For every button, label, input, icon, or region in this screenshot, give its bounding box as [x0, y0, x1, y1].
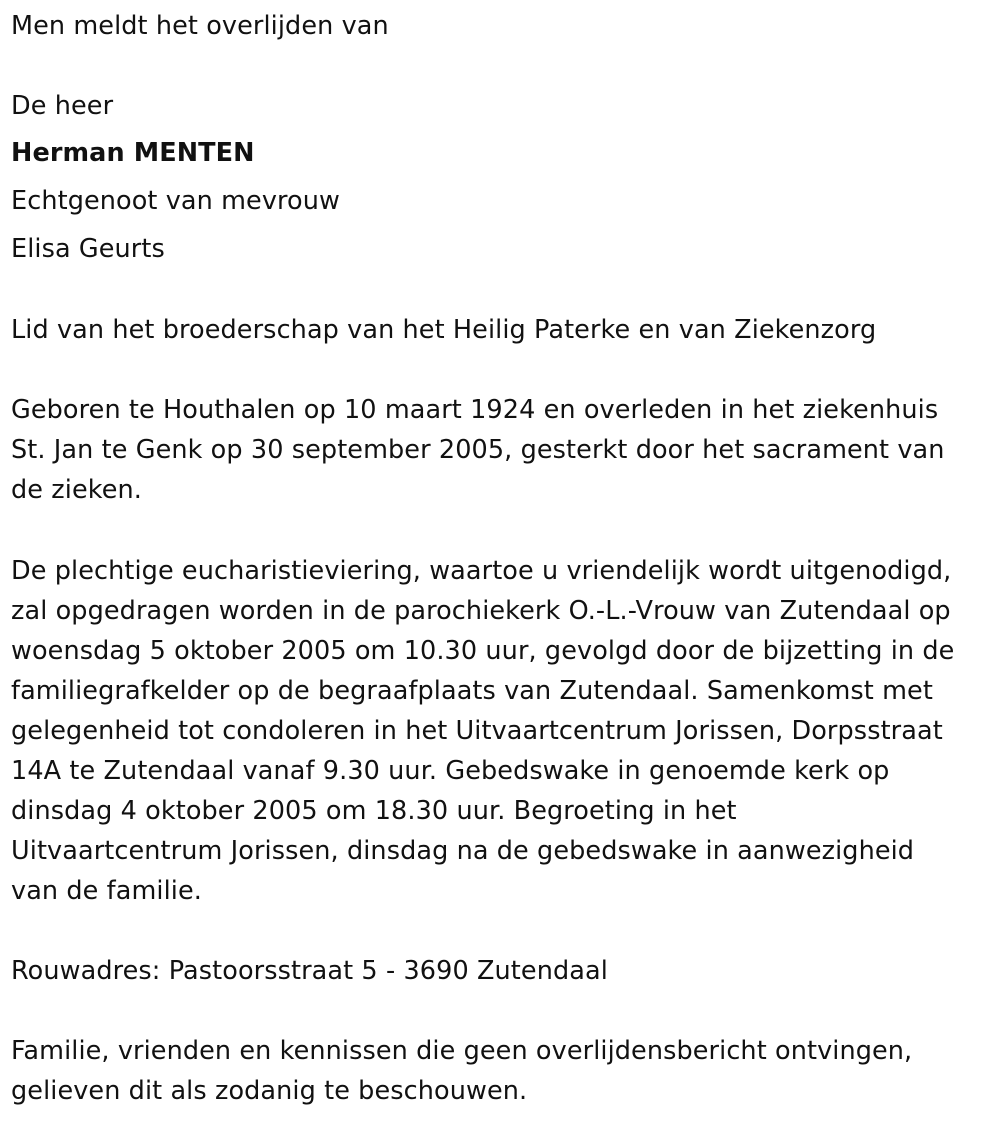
birth-death-line: Geboren te Houthalen op 10 maart 1924 en overleden in het ziekenhuis	[11, 395, 939, 425]
ceremony-line: gelegenheid tot condoleren in het Uitvaartcentrum Jorissen, Dorpsstraat	[11, 716, 943, 746]
spouse-line: Echtgenoot van mevrouw	[11, 186, 340, 216]
intro-text: Men meldt het overlijden van	[11, 11, 389, 41]
ceremony-line: van de familie.	[11, 876, 202, 906]
ceremony-line: dinsdag 4 oktober 2005 om 18.30 uur. Begroeting in het	[11, 796, 737, 826]
mourning-address: Rouwadres: Pastoorsstraat 5 - 3690 Zutendaal	[11, 956, 608, 986]
birth-death-line: St. Jan te Genk op 30 september 2005, gesterkt door het sacrament van	[11, 435, 945, 465]
ceremony-line: familiegrafkelder op de begraafplaats van Zutendaal. Samenkomst met	[11, 676, 933, 706]
ceremony-line: De plechtige eucharistieviering, waartoe u vriendelijk wordt uitgenodigd,	[11, 556, 952, 586]
deceased-name: Herman MENTEN	[11, 138, 255, 168]
honorific: De heer	[11, 91, 114, 121]
membership-text: Lid van het broederschap van het Heilig Paterke en van Ziekenzorg	[11, 315, 877, 345]
closing-line: Familie, vrienden en kennissen die geen overlijdensbericht ontvingen,	[11, 1036, 913, 1066]
ceremony-line: zal opgedragen worden in de parochiekerk O.-L.-Vrouw van Zutendaal op	[11, 596, 951, 626]
closing-line: gelieven dit als zodanig te beschouwen.	[11, 1076, 528, 1106]
ceremony-line: Uitvaartcentrum Jorissen, dinsdag na de gebedswake in aanwezigheid	[11, 836, 915, 866]
ceremony-line: 14A te Zutendaal vanaf 9.30 uur. Gebedswake in genoemde kerk op	[11, 756, 890, 786]
ceremony-line: woensdag 5 oktober 2005 om 10.30 uur, gevolgd door de bijzetting in de	[11, 636, 955, 666]
birth-death-line: de zieken.	[11, 475, 142, 505]
spouse-name: Elisa Geurts	[11, 234, 165, 264]
